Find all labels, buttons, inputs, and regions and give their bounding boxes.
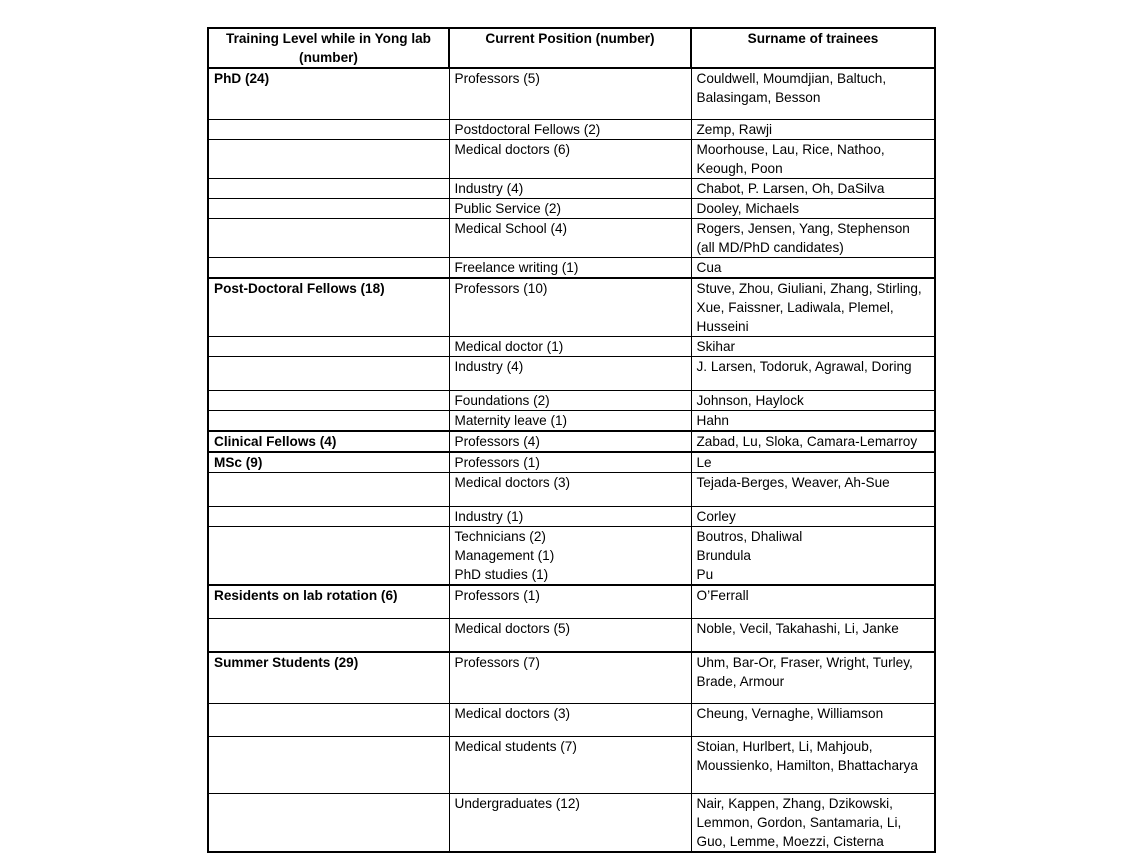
cell-training-level: PhD (24) — [208, 68, 449, 119]
cell-training-level — [208, 119, 449, 139]
cell-surnames: Cheung, Vernaghe, Williamson — [691, 704, 935, 737]
cell-current-position: Medical students (7) — [449, 737, 691, 794]
table-row — [208, 737, 935, 794]
cell-current-position: Industry (1) — [449, 506, 691, 526]
cell-surnames: Stuve, Zhou, Giuliani, Zhang, Stirling, Xue, Faissner, Ladiwala, Plemel, Husseini — [691, 278, 935, 337]
cell-training-level — [208, 704, 449, 737]
cell-surnames: J. Larsen, Todoruk, Agrawal, Doring — [691, 356, 935, 390]
cell-training-level: MSc (9) — [208, 452, 449, 473]
cell-surnames — [691, 526, 935, 585]
cell-training-level — [208, 336, 449, 356]
cell-surnames: Moorhouse, Lau, Rice, Nathoo, Keough, Poon — [691, 139, 935, 178]
cell-training-level: Residents on lab rotation (6) — [208, 585, 449, 619]
position-line: Management (1) — [454, 547, 555, 563]
table-row — [208, 356, 935, 390]
cell-current-position: Professors (10) — [449, 278, 691, 337]
table-row — [208, 619, 935, 652]
cell-surnames: Chabot, P. Larsen, Oh, DaSilva — [691, 178, 935, 198]
cell-current-position: Medical doctors (5) — [449, 619, 691, 652]
table-row — [208, 794, 935, 853]
position-line: Technicians (2) — [454, 528, 546, 544]
table-row — [208, 68, 935, 119]
names-line: Brundula — [696, 547, 751, 563]
cell-surnames: Zabad, Lu, Sloka, Camara-Lemarroy — [691, 431, 935, 452]
cell-current-position: Undergraduates (12) — [449, 794, 691, 853]
header-training-level: Training Level while in Yong lab (number) — [208, 28, 449, 68]
cell-surnames: Cua — [691, 257, 935, 278]
table-row — [208, 585, 935, 619]
trainee-table — [207, 27, 936, 853]
table-row — [208, 390, 935, 410]
names-line: Boutros, Dhaliwal — [696, 528, 803, 544]
table-row — [208, 452, 935, 473]
cell-current-position: Industry (4) — [449, 178, 691, 198]
cell-training-level — [208, 472, 449, 506]
cell-training-level — [208, 410, 449, 431]
cell-current-position: Medical doctor (1) — [449, 336, 691, 356]
header-surnames: Surname of trainees — [691, 28, 935, 68]
cell-current-position: Professors (4) — [449, 431, 691, 452]
cell-training-level — [208, 526, 449, 585]
table-row — [208, 526, 935, 585]
table-row — [208, 410, 935, 431]
cell-current-position: Medical doctors (6) — [449, 139, 691, 178]
cell-surnames: O’Ferrall — [691, 585, 935, 619]
cell-training-level — [208, 506, 449, 526]
cell-current-position: Professors (5) — [449, 68, 691, 119]
cell-training-level — [208, 178, 449, 198]
cell-surnames: Hahn — [691, 410, 935, 431]
cell-training-level — [208, 139, 449, 178]
cell-surnames: Le — [691, 452, 935, 473]
cell-training-level: Clinical Fellows (4) — [208, 431, 449, 452]
cell-current-position: Foundations (2) — [449, 390, 691, 410]
table-row — [208, 704, 935, 737]
cell-surnames: Johnson, Haylock — [691, 390, 935, 410]
cell-current-position: Professors (1) — [449, 452, 691, 473]
cell-surnames: Uhm, Bar-Or, Fraser, Wright, Turley, Brade, Armour — [691, 652, 935, 704]
cell-surnames: Corley — [691, 506, 935, 526]
cell-surnames: Nair, Kappen, Zhang, Dzikowski, Lemmon, Gordon, Santamaria, Li, Guo, Lemme, Moezzi, Cisterna — [691, 794, 935, 853]
cell-surnames: Rogers, Jensen, Yang, Stephenson (all MD/PhD candidates) — [691, 218, 935, 257]
cell-current-position: Professors (7) — [449, 652, 691, 704]
cell-training-level: Summer Students (29) — [208, 652, 449, 704]
table-row — [208, 472, 935, 506]
cell-current-position: Freelance writing (1) — [449, 257, 691, 278]
header-current-position: Current Position (number) — [449, 28, 691, 68]
table-row — [208, 336, 935, 356]
cell-training-level — [208, 356, 449, 390]
table-row — [208, 431, 935, 452]
cell-current-position: Maternity leave (1) — [449, 410, 691, 431]
cell-training-level — [208, 218, 449, 257]
cell-training-level — [208, 257, 449, 278]
cell-current-position: Medical doctors (3) — [449, 704, 691, 737]
cell-training-level — [208, 390, 449, 410]
cell-surnames: Skihar — [691, 336, 935, 356]
cell-current-position: Medical School (4) — [449, 218, 691, 257]
position-line: PhD studies (1) — [454, 566, 549, 582]
cell-surnames: Couldwell, Moumdjian, Baltuch, Balasingam, Besson — [691, 68, 935, 119]
table-row — [208, 198, 935, 218]
table-row — [208, 218, 935, 257]
table-row — [208, 652, 935, 704]
table-row — [208, 139, 935, 178]
cell-training-level — [208, 737, 449, 794]
cell-current-position: Medical doctors (3) — [449, 472, 691, 506]
table-row — [208, 178, 935, 198]
table-row — [208, 506, 935, 526]
cell-training-level — [208, 198, 449, 218]
table-body — [208, 68, 935, 852]
cell-training-level: Post-Doctoral Fellows (18) — [208, 278, 449, 337]
cell-current-position — [449, 526, 691, 585]
cell-surnames: Noble, Vecil, Takahashi, Li, Janke — [691, 619, 935, 652]
cell-surnames: Tejada-Berges, Weaver, Ah-Sue — [691, 472, 935, 506]
cell-current-position: Postdoctoral Fellows (2) — [449, 119, 691, 139]
cell-current-position: Public Service (2) — [449, 198, 691, 218]
table-row — [208, 257, 935, 278]
cell-surnames: Zemp, Rawji — [691, 119, 935, 139]
table-header — [208, 28, 935, 68]
cell-surnames: Dooley, Michaels — [691, 198, 935, 218]
cell-training-level — [208, 794, 449, 853]
cell-training-level — [208, 619, 449, 652]
table-row — [208, 119, 935, 139]
cell-current-position: Industry (4) — [449, 356, 691, 390]
cell-surnames: Stoian, Hurlbert, Li, Mahjoub, Moussienko, Hamilton, Bhattacharya — [691, 737, 935, 794]
table-row — [208, 278, 935, 337]
cell-current-position: Professors (1) — [449, 585, 691, 619]
names-line: Pu — [696, 566, 714, 582]
